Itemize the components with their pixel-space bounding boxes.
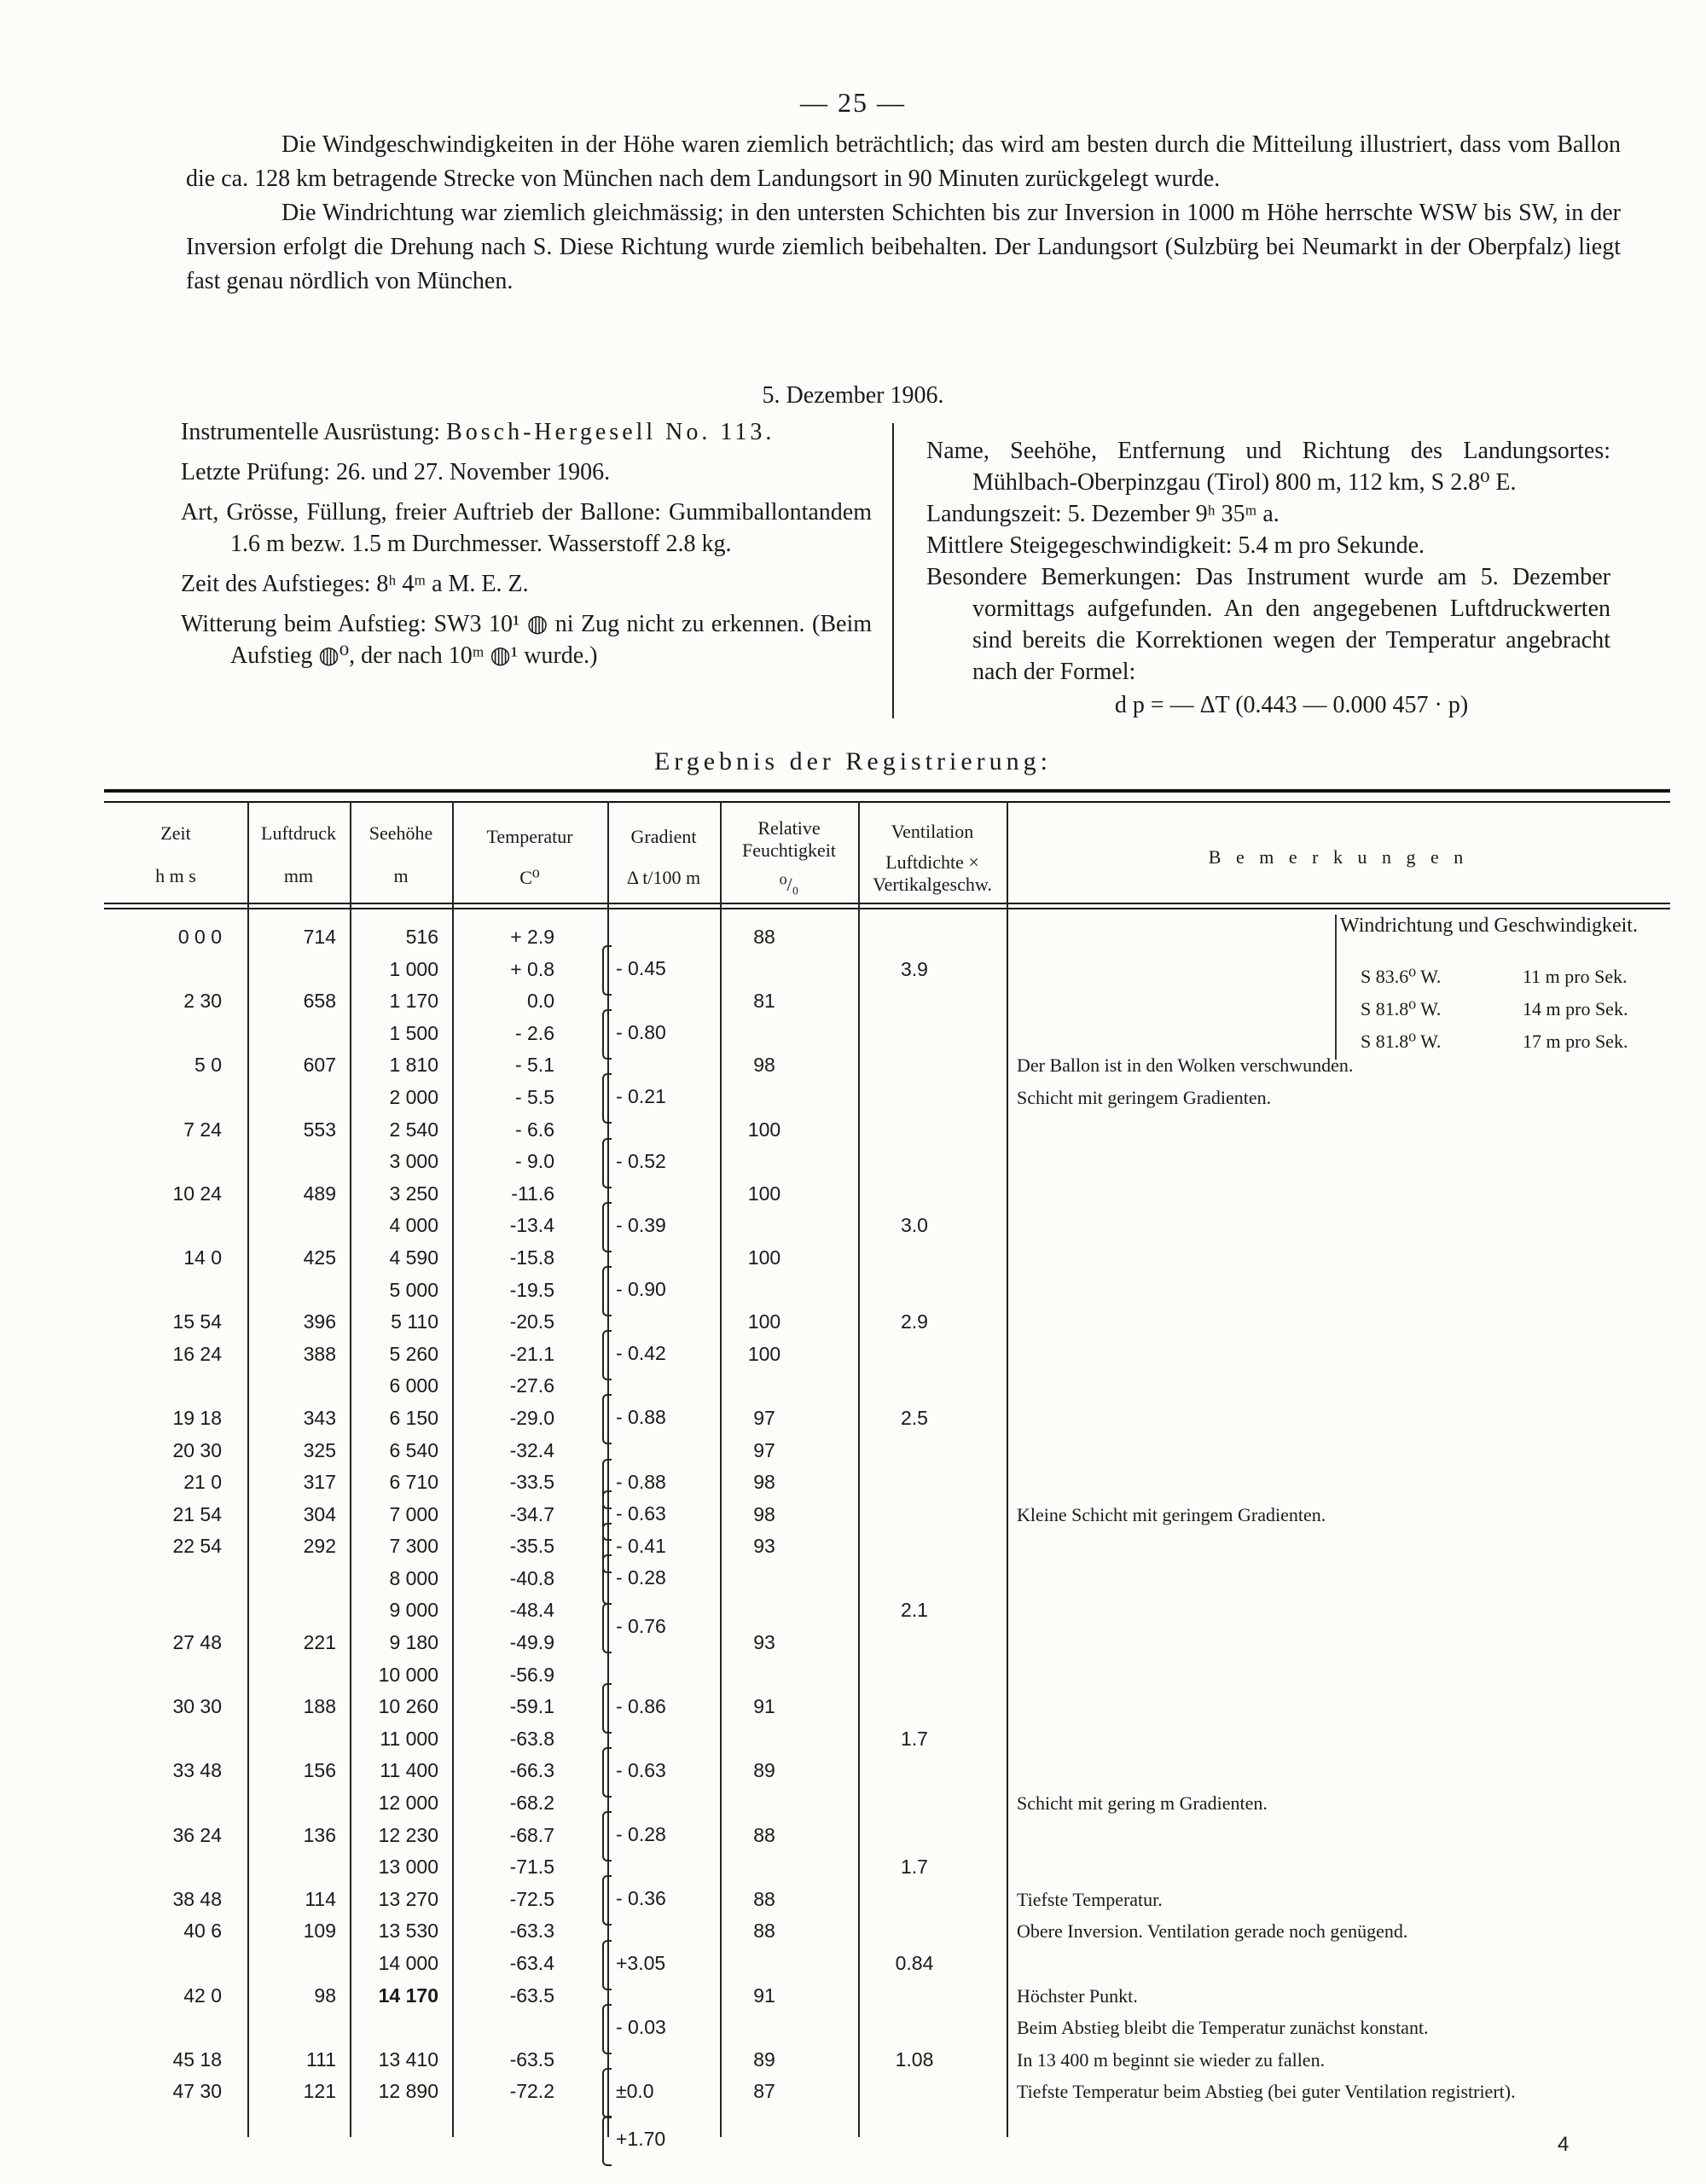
cell-bemerkung: Der Ballon ist in den Wolken verschwunden.	[1017, 1054, 1354, 1077]
cell-zeit: 20 30	[172, 1438, 222, 1461]
cell-luftdruck: 156	[303, 1759, 336, 1782]
cell-luftdruck: 396	[303, 1310, 336, 1333]
table-top-rule	[104, 801, 1670, 803]
cell-temperatur: -72.5	[509, 1887, 554, 1910]
table-row	[104, 1691, 1670, 1723]
aufstieg-zeit-entry: Zeit des Aufstieges: 8ʰ 4ᵐ a M. E. Z.	[181, 571, 529, 597]
cell-feuchtigkeit: 93	[753, 1631, 775, 1654]
table-row	[104, 1755, 1670, 1787]
wind-title: Windrichtung und Geschwindigkeit.	[1340, 915, 1638, 937]
cell-luftdruck: 553	[303, 1118, 336, 1141]
cell-luftdruck: 111	[306, 2048, 336, 2071]
cell-zeit: 42 0	[183, 1984, 222, 2007]
intro-paragraph: Die Windgeschwindigkeiten in der Höhe waren ziemlich beträchtlich; das wird am besten durch die Mitteilung illustriert, dass vom Ballon die ca. 128 km betragende Strecke von München nach dem Landungsort in 90 Minuten zurückgelegt wurde.	[186, 131, 1621, 192]
header-seehoehe: Seehöhe	[368, 822, 433, 844]
cell-gradient: - 0.90	[616, 1258, 666, 1321]
cell-feuchtigkeit: 98	[753, 1502, 775, 1525]
cell-zeit: 22 54	[172, 1535, 222, 1558]
table-row	[104, 1627, 1670, 1659]
cell-gradient: - 0.86	[616, 1675, 666, 1739]
cell-temperatur: -56.9	[509, 1663, 554, 1686]
cell-temperatur: -33.5	[509, 1471, 554, 1494]
header-feuchtigkeit: Feuchtigkeit	[742, 839, 836, 861]
cell-temperatur: -63.5	[509, 2048, 554, 2071]
cell-ventilation: 2.1	[901, 1599, 928, 1622]
cell-seehoehe: 10 260	[378, 1695, 438, 1718]
ascent-details-left	[181, 416, 872, 680]
cell-seehoehe: 5 000	[389, 1278, 438, 1301]
cell-luftdruck: 607	[303, 1054, 336, 1077]
cell-seehoehe: 3 250	[389, 1182, 438, 1205]
cell-zeit: 0 0 0	[177, 926, 222, 948]
cell-temperatur: -68.7	[509, 1823, 554, 1846]
cell-luftdruck: 109	[303, 1920, 336, 1943]
table-body	[104, 921, 1670, 2151]
header-luftdruck: Luftdruck	[261, 822, 336, 844]
cell-bemerkung: Kleine Schicht mit geringem Gradienten.	[1017, 1503, 1326, 1525]
cell-temperatur: - 6.6	[514, 1118, 554, 1141]
cell-feuchtigkeit: 88	[753, 1920, 775, 1943]
cell-gradient: - 0.63	[616, 1739, 666, 1803]
pruefung-entry: Letzte Prüfung: 26. und 27. November 1906.	[181, 459, 611, 485]
table-row	[104, 1403, 1670, 1435]
cell-temperatur: -27.6	[509, 1374, 554, 1397]
cell-temperatur: -63.3	[509, 1920, 554, 1943]
cell-gradient: - 0.28	[616, 1803, 666, 1867]
cell-seehoehe: 13 270	[378, 1887, 438, 1910]
steiggeschwindigkeit-entry: Mittlere Steigegeschwindigkeit: 5.4 m pro Sekunde.	[926, 532, 1425, 559]
cell-gradient: - 0.52	[616, 1130, 666, 1194]
cell-zeit: 36 24	[172, 1823, 222, 1846]
cell-bemerkung: Tiefste Temperatur beim Abstieg (bei guter Ventilation registriert).	[1017, 2081, 1516, 2103]
cell-feuchtigkeit: 98	[753, 1471, 775, 1494]
cell-luftdruck: 388	[303, 1342, 336, 1365]
cell-temperatur: -21.1	[509, 1342, 554, 1365]
instrument-value: Bosch-Hergesell No. 113.	[446, 419, 775, 445]
cell-seehoehe: 5 260	[389, 1342, 438, 1365]
cell-bemerkung: Beim Abstieg bleibt die Temperatur zunächst konstant.	[1017, 2017, 1429, 2039]
cell-temperatur: -32.4	[509, 1438, 554, 1461]
cell-seehoehe: 9 180	[389, 1631, 438, 1654]
landungszeit-entry: Landungszeit: 5. Dezember 9ʰ 35ᵐ a.	[926, 501, 1280, 527]
table-row	[104, 1082, 1670, 1114]
wind-speed: 17 m pro Sek.	[1523, 1031, 1628, 1052]
cell-feuchtigkeit: 91	[753, 1984, 775, 2007]
cell-temperatur: -63.5	[509, 1984, 554, 2007]
cell-seehoehe: 6 710	[389, 1471, 438, 1494]
cell-luftdruck: 221	[303, 1631, 336, 1654]
cell-seehoehe: 13 410	[378, 2048, 438, 2071]
cell-ventilation: 2.5	[901, 1406, 928, 1429]
table-row	[104, 1915, 1670, 1948]
cell-feuchtigkeit: 81	[753, 990, 775, 1013]
cell-feuchtigkeit: 100	[747, 1182, 781, 1205]
wind-info	[1335, 915, 1668, 1060]
cell-ventilation: 3.0	[901, 1214, 928, 1237]
table-row	[104, 1114, 1670, 1147]
table-row	[104, 1370, 1670, 1403]
cell-temperatur: - 2.6	[514, 1021, 554, 1044]
intro-text	[186, 128, 1621, 299]
cell-zeit: 40 6	[183, 1920, 222, 1943]
cell-feuchtigkeit: 87	[753, 2080, 775, 2103]
table-row	[104, 1884, 1670, 1916]
cell-seehoehe: 7 000	[389, 1502, 438, 1525]
instrument-entry	[181, 416, 872, 448]
cell-gradient: - 0.36	[616, 1867, 666, 1931]
table-row	[104, 1531, 1670, 1563]
page-number: — 25 —	[800, 87, 906, 118]
cell-gradient: - 0.76	[616, 1594, 666, 1658]
cell-luftdruck: 136	[303, 1823, 336, 1846]
bemerkungen-entry: Besondere Bemerkungen: Das Instrument wurde am 5. Dezember vormittags aufgefunden. An den angegebenen Luftdruckwerten sind bereits die Korrektionen wegen der Temperatur angebracht nach der Formel:	[926, 564, 1610, 685]
witterung-entry: Witterung beim Aufstieg: SW3 10¹ ◍ ni Zug nicht zu erkennen. (Beim Aufstieg ◍⁰, der nach 10ᵐ ◍¹ wurde.)	[181, 611, 872, 669]
cell-temperatur: -20.5	[509, 1310, 554, 1333]
cell-zeit: 16 24	[172, 1342, 222, 1365]
cell-seehoehe: 13 000	[378, 1856, 438, 1879]
table-title: Ergebnis der Registrierung:	[653, 747, 1053, 775]
cell-temperatur: -11.6	[511, 1182, 554, 1205]
header-ventilation: Ventilation	[891, 821, 974, 842]
cell-seehoehe: 2 000	[389, 1085, 438, 1108]
cell-gradient: - 0.03	[616, 1995, 666, 2059]
wind-direction: S 83.6⁰ W.	[1361, 966, 1442, 987]
cell-zeit: 30 30	[172, 1695, 222, 1718]
table-row	[104, 1851, 1670, 1884]
table-row	[104, 1659, 1670, 1692]
cell-seehoehe: 1 170	[389, 990, 438, 1013]
cell-luftdruck: 304	[303, 1502, 336, 1525]
cell-ventilation: 1.08	[895, 2048, 934, 2071]
table-row	[104, 1594, 1670, 1627]
header-ventilation-sub: Vertikalgeschw.	[873, 874, 992, 895]
cell-feuchtigkeit: 91	[753, 1695, 775, 1718]
cell-feuchtigkeit: 100	[747, 1246, 781, 1269]
table-row	[104, 1339, 1670, 1371]
cell-seehoehe: 9 000	[389, 1599, 438, 1622]
cell-zeit: 27 48	[172, 1631, 222, 1654]
cell-ventilation: 1.7	[901, 1727, 928, 1750]
cell-zeit: 5 0	[194, 1054, 222, 1077]
cell-zeit: 45 18	[172, 2048, 222, 2071]
cell-ventilation: 1.7	[901, 1856, 928, 1879]
cell-temperatur: -35.5	[509, 1535, 554, 1558]
cell-temperatur: -19.5	[509, 1278, 554, 1301]
cell-seehoehe: 14 000	[378, 1952, 438, 1974]
cell-seehoehe: 6 000	[389, 1374, 438, 1397]
cell-temperatur: -59.1	[509, 1695, 554, 1718]
cell-bemerkung: Höchster Punkt.	[1017, 1984, 1138, 2007]
cell-gradient: - 0.88	[616, 1385, 666, 1449]
intro-paragraph: Die Windrichtung war ziemlich gleichmässig; in den untersten Schichten bis zur Inversion in 1000 m Höhe herrschte WSW bis SW, in der Inversion erfolgt die Drehung nach S. Diese Richtung wurde ziemlich beibehalten. Der Landungsort (Sulzbürg bei Neumarkt in der Oberpfalz) liegt fast genau nördlich von München.	[186, 200, 1621, 294]
cell-luftdruck: 188	[303, 1695, 336, 1718]
cell-zeit: 2 30	[183, 990, 222, 1013]
table-row	[104, 1563, 1670, 1595]
cell-luftdruck: 121	[303, 2080, 336, 2103]
wind-direction: S 81.8⁰ W.	[1361, 998, 1442, 1019]
cell-ventilation: 2.9	[901, 1310, 928, 1333]
cell-gradient: +3.05	[616, 1931, 665, 1995]
cell-temperatur: -63.4	[509, 1952, 554, 1974]
cell-seehoehe: 1 000	[389, 957, 438, 980]
cell-temperatur: -13.4	[509, 1214, 554, 1237]
cell-seehoehe: 11 400	[380, 1759, 438, 1782]
wind-speed: 11 m pro Sek.	[1523, 966, 1628, 987]
cell-zeit: 47 30	[172, 2080, 222, 2103]
header-feuchtigkeit: Relative	[757, 817, 821, 839]
cell-zeit: 7 24	[183, 1118, 222, 1141]
cell-gradient: - 0.88	[616, 1450, 666, 1514]
cell-temperatur: -15.8	[509, 1246, 554, 1269]
cell-temperatur: - 9.0	[514, 1150, 554, 1173]
cell-seehoehe: 12 890	[378, 2080, 438, 2103]
column-divider	[892, 423, 894, 718]
cell-seehoehe: 7 300	[389, 1535, 438, 1558]
cell-feuchtigkeit: 93	[753, 1535, 775, 1558]
table-row	[104, 1210, 1670, 1242]
correction-formula: d p = — ΔT (0.443 — 0.000 457 · p)	[1114, 692, 1469, 718]
cell-luftdruck: 489	[303, 1182, 336, 1205]
cell-seehoehe: 4 590	[389, 1246, 438, 1269]
cell-zeit: 10 24	[172, 1182, 222, 1205]
cell-seehoehe: 14 170	[378, 1984, 438, 2007]
cell-temperatur: -66.3	[509, 1759, 554, 1782]
cell-gradient: - 0.39	[616, 1194, 666, 1258]
table-row	[104, 2044, 1670, 2077]
cell-temperatur: 0.0	[527, 990, 554, 1013]
cell-feuchtigkeit: 88	[753, 926, 775, 948]
cell-feuchtigkeit: 98	[753, 1054, 775, 1077]
table-row	[104, 1146, 1670, 1178]
cell-seehoehe: 3 000	[389, 1150, 438, 1173]
cell-gradient: - 0.21	[616, 1065, 666, 1129]
table-row	[104, 1467, 1670, 1499]
cell-feuchtigkeit: 100	[747, 1342, 781, 1365]
table-row	[104, 1499, 1670, 1531]
cell-seehoehe: 5 110	[391, 1310, 438, 1333]
cell-luftdruck: 98	[314, 1984, 336, 2007]
cell-gradient: - 0.42	[616, 1321, 666, 1385]
cell-ventilation: 0.84	[895, 1952, 934, 1974]
cell-temperatur: -71.5	[509, 1856, 554, 1879]
cell-seehoehe: 8 000	[389, 1566, 438, 1589]
cell-seehoehe: 1 500	[389, 1021, 438, 1044]
cell-seehoehe: 4 000	[389, 1214, 438, 1237]
cell-gradient: +1.70	[616, 2107, 665, 2171]
table-row	[104, 2012, 1670, 2044]
cell-seehoehe: 1 810	[389, 1054, 438, 1077]
cell-gradient: - 0.41	[616, 1514, 666, 1578]
table-row	[104, 1242, 1670, 1275]
cell-bemerkung: Schicht mit geringem Gradienten.	[1017, 1086, 1272, 1108]
cell-temperatur: -63.8	[509, 1727, 554, 1750]
cell-luftdruck: 658	[303, 990, 336, 1013]
cell-zeit: 14 0	[183, 1246, 222, 1269]
cell-temperatur: -48.4	[509, 1599, 554, 1622]
cell-luftdruck: 317	[303, 1471, 336, 1494]
instrument-label: Instrumentelle Ausrüstung:	[181, 419, 441, 445]
header-luftdruck-unit: mm	[283, 865, 314, 886]
table-row	[104, 1306, 1670, 1339]
cell-feuchtigkeit: 89	[753, 2048, 775, 2071]
cell-zeit: 21 54	[172, 1502, 222, 1525]
cell-luftdruck: 714	[303, 926, 336, 948]
cell-ventilation: 3.9	[901, 957, 928, 980]
wind-divider	[1335, 915, 1337, 1060]
header-temperatur: Temperatur	[486, 826, 573, 847]
cell-gradient: - 0.28	[616, 1546, 666, 1610]
header-temperatur-unit: C⁰	[519, 867, 540, 888]
table-row	[104, 1435, 1670, 1467]
cell-temperatur: -29.0	[509, 1406, 554, 1429]
corner-number: 4	[1558, 2133, 1570, 2156]
cell-luftdruck: 343	[303, 1406, 336, 1429]
ballone-entry: Art, Grösse, Füllung, freier Auftrieb der Ballone: Gummiballontandem 1.6 m bezw. 1.5 m Durchmesser. Wasserstoff 2.8 kg.	[181, 499, 872, 557]
cell-temperatur: - 5.5	[514, 1085, 554, 1108]
header-bemerkungen: B e m e r k u n g e n	[1208, 846, 1469, 868]
header-rule	[104, 908, 1670, 909]
cell-gradient: - 0.80	[616, 1001, 666, 1065]
landungsort-entry: Name, Seehöhe, Entfernung und Richtung des Landungsortes: Mühlbach-Oberpinzgau (Tirol) 800 m, 112 km, S 2.8⁰ E.	[926, 438, 1610, 496]
cell-zeit: 21 0	[183, 1471, 222, 1494]
cell-temperatur: -40.8	[509, 1566, 554, 1589]
header-zeit-unit: h m s	[155, 865, 196, 886]
cell-temperatur: + 0.8	[510, 957, 554, 980]
cell-luftdruck: 425	[303, 1246, 336, 1269]
table-row	[104, 1723, 1670, 1756]
cell-seehoehe: 516	[405, 926, 438, 948]
header-rule	[104, 903, 1670, 904]
cell-temperatur: - 5.1	[514, 1054, 554, 1077]
table-row	[104, 2076, 1670, 2108]
cell-luftdruck: 325	[303, 1438, 336, 1461]
table-row	[104, 1980, 1670, 2013]
cell-gradient: - 0.45	[616, 937, 666, 1001]
cell-zeit: 33 48	[172, 1759, 222, 1782]
cell-zeit: 38 48	[172, 1887, 222, 1910]
table-row	[104, 1275, 1670, 1307]
cell-bemerkung: Obere Inversion. Ventilation gerade noch genügend.	[1017, 1920, 1408, 1943]
cell-feuchtigkeit: 88	[753, 1823, 775, 1846]
header-feuchtigkeit-unit: ⁰/₀	[779, 874, 799, 895]
cell-seehoehe: 12 000	[378, 1792, 438, 1815]
cell-feuchtigkeit: 88	[753, 1887, 775, 1910]
cell-feuchtigkeit: 100	[747, 1310, 781, 1333]
cell-temperatur: -49.9	[509, 1631, 554, 1654]
header-seehoehe-unit: m	[393, 865, 409, 886]
cell-feuchtigkeit: 89	[753, 1759, 775, 1782]
wind-speed: 14 m pro Sek.	[1523, 998, 1628, 1019]
header-gradient: Gradient	[630, 826, 697, 847]
cell-gradient: ±0.0	[616, 2059, 654, 2123]
cell-temperatur: -72.2	[509, 2080, 554, 2103]
cell-feuchtigkeit: 100	[747, 1118, 781, 1141]
cell-luftdruck: 114	[305, 1887, 336, 1910]
header-ventilation-sub: Luftdichte ×	[885, 851, 979, 873]
cell-seehoehe: 10 000	[378, 1663, 438, 1686]
table-row	[104, 1948, 1670, 1980]
cell-seehoehe: 13 530	[378, 1920, 438, 1943]
header-gradient-unit: Δ t/100 m	[626, 867, 701, 888]
table-top-rule	[104, 789, 1670, 793]
cell-feuchtigkeit: 97	[753, 1438, 775, 1461]
table-row	[104, 1178, 1670, 1211]
cell-temperatur: + 2.9	[510, 926, 554, 948]
header-zeit: Zeit	[160, 822, 191, 844]
cell-gradient: - 0.63	[616, 1482, 666, 1546]
wind-direction: S 81.8⁰ W.	[1361, 1031, 1442, 1052]
ascent-details-right	[926, 435, 1610, 721]
table-row	[104, 1787, 1670, 1820]
cell-feuchtigkeit: 97	[753, 1406, 775, 1429]
cell-luftdruck: 292	[303, 1535, 336, 1558]
cell-bemerkung: Schicht mit gering m Gradienten.	[1017, 1792, 1268, 1815]
table-row	[104, 1820, 1670, 1852]
cell-bemerkung: Tiefste Temperatur.	[1017, 1888, 1163, 1910]
cell-temperatur: -68.2	[509, 1792, 554, 1815]
cell-seehoehe: 2 540	[389, 1118, 438, 1141]
cell-temperatur: -34.7	[509, 1502, 554, 1525]
cell-bemerkung: In 13 400 m beginnt sie wieder zu fallen.	[1017, 2048, 1326, 2071]
cell-seehoehe: 6 150	[389, 1406, 438, 1429]
cell-zeit: 15 54	[172, 1310, 222, 1333]
cell-seehoehe: 12 230	[378, 1823, 438, 1846]
cell-seehoehe: 11 000	[380, 1727, 438, 1750]
ascent-date: 5. Dezember 1906.	[762, 382, 944, 409]
cell-seehoehe: 6 540	[389, 1438, 438, 1461]
cell-zeit: 19 18	[172, 1406, 222, 1429]
